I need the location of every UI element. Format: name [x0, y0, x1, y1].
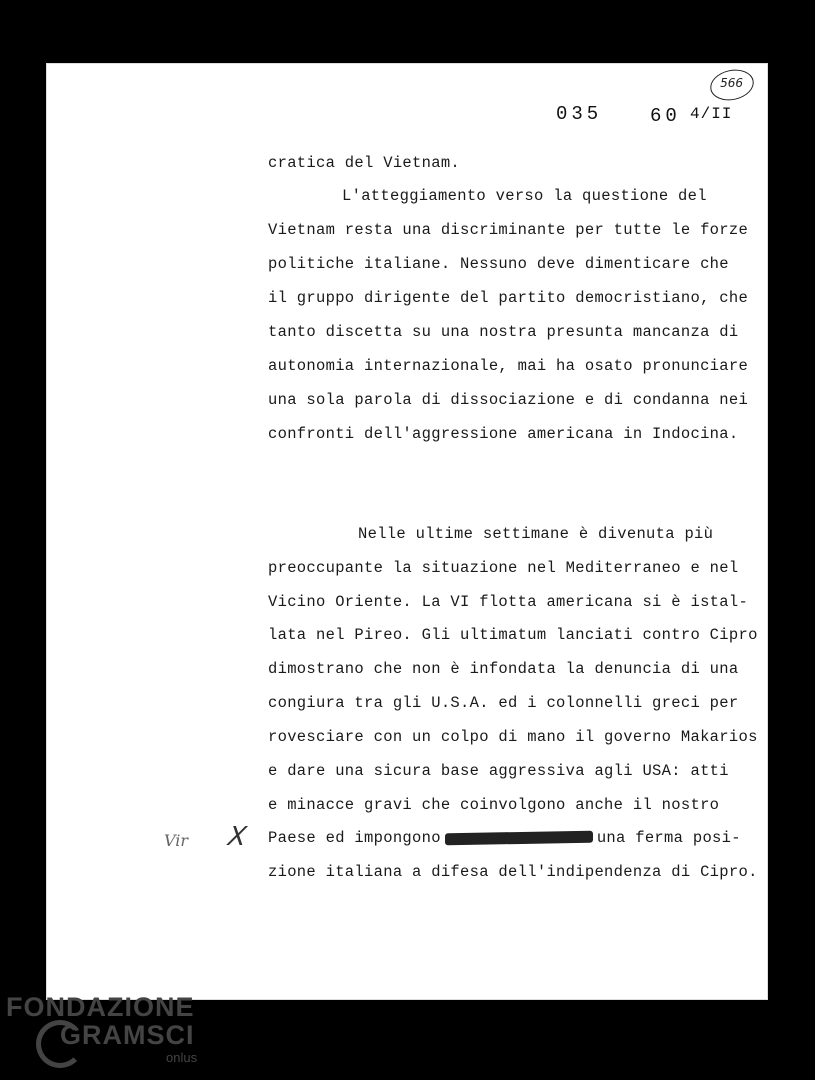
text-line: Vietnam resta una discriminante per tutte le forze	[268, 221, 749, 239]
text-line: Nelle ultime settimane è divenuta più	[358, 525, 714, 543]
handwritten-x-mark: X	[223, 822, 251, 852]
handwritten-margin-note: Vir	[164, 831, 189, 850]
text-after-redaction: una ferma posi-	[596, 829, 741, 847]
text-line: cratica del Vietnam.	[268, 154, 461, 172]
text-line: politiche italiane. Nessuno deve dimenticare che	[268, 255, 729, 273]
text-line: una sola parola di dissociazione e di condanna nei	[268, 391, 749, 409]
text-line: congiura tra gli U.S.A. ed i colonnelli greci per	[268, 694, 739, 712]
text-line: tanto discetta su una nostra presunta mancanza di	[268, 323, 739, 341]
logo-line2: GRAMSCI	[60, 1020, 195, 1050]
text-line: lata nel Pireo. Gli ultimatum lanciati contro Cipro	[268, 626, 758, 644]
text-line-redacted	[268, 829, 741, 847]
logo-line3: onlus	[166, 1050, 198, 1065]
redaction-bar	[445, 831, 593, 846]
text-line: zione italiana a difesa dell'indipendenza di Cipro.	[268, 863, 758, 881]
text-line: Vicino Oriente. La VI flotta americana si è istal-	[268, 593, 749, 611]
archive-stamp-number-2: 60	[650, 105, 681, 127]
text-line: e minacce gravi che coinvolgono anche il nostro	[268, 796, 720, 814]
text-line: autonomia internazionale, mai ha osato pronunciare	[268, 357, 749, 375]
logo-line1: FONDAZIONE	[6, 992, 195, 1022]
page-reference: 4/II	[690, 105, 733, 123]
text-line: dimostrano che non è infondata la denuncia di una	[268, 660, 739, 678]
text-line: il gruppo dirigente del partito democristiano, che	[268, 289, 749, 307]
text-line: e dare una sicura base aggressiva agli USA: atti	[268, 762, 729, 780]
text-line: confronti dell'aggressione americana in Indocina.	[268, 425, 739, 443]
circled-number-text: 566	[720, 76, 744, 91]
text-line: preoccupante la situazione nel Mediterraneo e nel	[268, 559, 739, 577]
text-before-redaction: Paese ed impongono	[268, 829, 441, 847]
archive-stamp-number: 035	[556, 103, 603, 125]
text-line: L'atteggiamento verso la questione del	[342, 187, 707, 205]
text-line: rovesciare con un colpo di mano il governo Makarios	[268, 728, 758, 746]
